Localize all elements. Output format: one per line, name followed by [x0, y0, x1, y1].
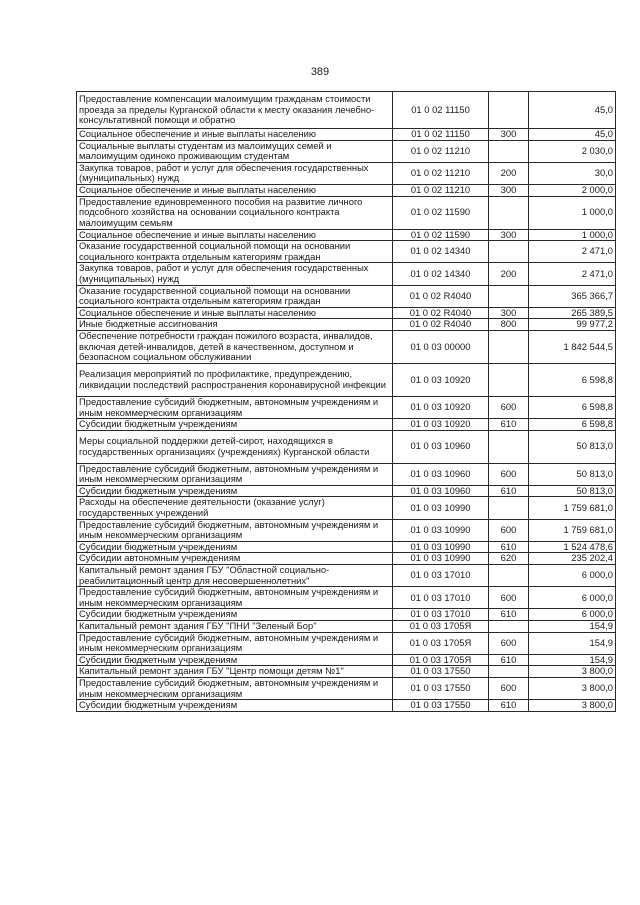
row-type-cell: 610 [489, 419, 529, 431]
row-name-cell: Предоставление субсидий бюджетным, автономным учреждениям и иным некоммерческим организациям [77, 396, 393, 418]
row-amount-cell: 6 598,8 [529, 419, 616, 431]
row-type-cell: 600 [489, 396, 529, 418]
table-row [77, 700, 616, 712]
row-type-cell: 200 [489, 263, 529, 285]
row-amount-cell: 45,0 [529, 129, 616, 141]
row-code-cell: 01 0 03 1705Я [393, 654, 489, 666]
budget-table [76, 91, 616, 712]
row-code-cell: 01 0 02 11150 [393, 129, 489, 141]
row-name-cell: Социальные выплаты студентам из малоимущих семей и малоимущим одиноко проживающим студентам [77, 140, 393, 162]
row-amount-cell: 2 000,0 [529, 184, 616, 196]
row-code-cell: 01 0 03 10920 [393, 363, 489, 396]
row-name-cell: Субсидии бюджетным учреждениям [77, 419, 393, 431]
row-amount-cell: 50 813,0 [529, 485, 616, 497]
row-code-cell: 01 0 02 11210 [393, 162, 489, 184]
row-amount-cell: 1 759 681,0 [529, 497, 616, 519]
table-row [77, 330, 616, 363]
row-name-cell: Оказание государственной социальной помощи на основании социального контракта отдельным категориям граждан [77, 285, 393, 307]
row-name-cell: Субсидии автономным учреждениям [77, 553, 393, 565]
row-type-cell [489, 330, 529, 363]
table-row [77, 396, 616, 418]
table-row [77, 319, 616, 331]
row-type-cell [489, 285, 529, 307]
row-type-cell: 600 [489, 587, 529, 609]
row-amount-cell: 154,9 [529, 632, 616, 654]
row-code-cell: 01 0 03 10920 [393, 419, 489, 431]
row-amount-cell: 365 366,7 [529, 285, 616, 307]
row-amount-cell: 6 598,8 [529, 363, 616, 396]
row-name-cell: Предоставление субсидий бюджетным, автономным учреждениям и иным некоммерческим организациям [77, 677, 393, 699]
row-type-cell: 610 [489, 654, 529, 666]
row-type-cell: 600 [489, 677, 529, 699]
row-type-cell [489, 140, 529, 162]
row-type-cell: 610 [489, 541, 529, 553]
row-name-cell: Социальное обеспечение и иные выплаты населению [77, 184, 393, 196]
row-type-cell: 600 [489, 632, 529, 654]
row-type-cell [489, 666, 529, 678]
row-amount-cell: 99 977,2 [529, 319, 616, 331]
table-row [77, 419, 616, 431]
row-type-cell [489, 621, 529, 633]
row-amount-cell: 1 759 681,0 [529, 519, 616, 541]
row-name-cell: Субсидии бюджетным учреждениям [77, 485, 393, 497]
row-code-cell: 01 0 03 00000 [393, 330, 489, 363]
row-amount-cell: 1 000,0 [529, 229, 616, 241]
row-type-cell [489, 363, 529, 396]
row-type-cell: 610 [489, 485, 529, 497]
row-amount-cell: 6 000,0 [529, 609, 616, 621]
row-name-cell: Предоставление субсидий бюджетным, автономным учреждениям и иным некоммерческим организациям [77, 632, 393, 654]
row-amount-cell: 6 000,0 [529, 587, 616, 609]
table-row [77, 92, 616, 129]
row-name-cell: Закупка товаров, работ и услуг для обеспечения государственных (муниципальных) нужд [77, 162, 393, 184]
row-amount-cell: 3 800,0 [529, 700, 616, 712]
table-row [77, 140, 616, 162]
row-type-cell: 610 [489, 700, 529, 712]
row-type-cell: 300 [489, 229, 529, 241]
row-code-cell: 01 0 03 10990 [393, 553, 489, 565]
row-amount-cell: 6 598,8 [529, 396, 616, 418]
row-name-cell: Расходы на обеспечение деятельности (оказание услуг) государственных учреждений [77, 497, 393, 519]
row-amount-cell: 6 000,0 [529, 565, 616, 587]
row-type-cell [489, 196, 529, 229]
table-row [77, 485, 616, 497]
row-name-cell: Субсидии бюджетным учреждениям [77, 700, 393, 712]
row-name-cell: Капитальный ремонт здания ГБУ "Центр помощи детям №1" [77, 666, 393, 678]
table-row [77, 666, 616, 678]
row-name-cell: Предоставление субсидий бюджетным, автономным учреждениям и иным некоммерческим организациям [77, 463, 393, 485]
row-name-cell: Капитальный ремонт здания ГБУ "ПНИ "Зеленый Бор" [77, 621, 393, 633]
row-amount-cell: 50 813,0 [529, 463, 616, 485]
row-name-cell: Закупка товаров, работ и услуг для обеспечения государственных (муниципальных) нужд [77, 263, 393, 285]
table-row [77, 263, 616, 285]
table-row [77, 129, 616, 141]
row-amount-cell: 265 389,5 [529, 307, 616, 319]
row-name-cell: Социальное обеспечение и иные выплаты населению [77, 307, 393, 319]
row-name-cell: Оказание государственной социальной помощи на основании социального контракта отдельным категориям граждан [77, 241, 393, 263]
table-row [77, 632, 616, 654]
row-code-cell: 01 0 03 17550 [393, 677, 489, 699]
row-code-cell: 01 0 03 10920 [393, 396, 489, 418]
row-code-cell: 01 0 02 R4040 [393, 307, 489, 319]
table-row [77, 541, 616, 553]
row-name-cell: Предоставление субсидий бюджетным, автономным учреждениям и иным некоммерческим организациям [77, 587, 393, 609]
table-row [77, 162, 616, 184]
table-row [77, 363, 616, 396]
row-type-cell: 200 [489, 162, 529, 184]
table-row [77, 463, 616, 485]
row-code-cell: 01 0 02 11590 [393, 196, 489, 229]
row-type-cell [489, 565, 529, 587]
page-number: 389 [310, 66, 330, 78]
row-code-cell: 01 0 02 11210 [393, 140, 489, 162]
row-amount-cell: 2 471,0 [529, 263, 616, 285]
table-row [77, 229, 616, 241]
row-code-cell: 01 0 03 10960 [393, 485, 489, 497]
row-code-cell: 01 0 02 14340 [393, 241, 489, 263]
row-name-cell: Обеспечение потребности граждан пожилого возраста, инвалидов, включая детей-инвалидов, детей в качественном, доступном и безопасном социальном обслуживании [77, 330, 393, 363]
table-row [77, 497, 616, 519]
row-amount-cell: 3 800,0 [529, 666, 616, 678]
row-code-cell: 01 0 02 14340 [393, 263, 489, 285]
table-row [77, 553, 616, 565]
row-name-cell: Меры социальной поддержки детей-сирот, находящихся в государственных организациях (учреждениях) Курганской области [77, 430, 393, 463]
row-amount-cell: 154,9 [529, 621, 616, 633]
row-name-cell: Субсидии бюджетным учреждениям [77, 654, 393, 666]
row-amount-cell: 1 000,0 [529, 196, 616, 229]
row-name-cell: Социальное обеспечение и иные выплаты населению [77, 229, 393, 241]
table-row [77, 677, 616, 699]
row-amount-cell: 30,0 [529, 162, 616, 184]
row-code-cell: 01 0 03 10960 [393, 430, 489, 463]
row-name-cell: Субсидии бюджетным учреждениям [77, 609, 393, 621]
row-type-cell: 300 [489, 129, 529, 141]
row-code-cell: 01 0 03 10990 [393, 497, 489, 519]
table-row [77, 519, 616, 541]
row-type-cell: 620 [489, 553, 529, 565]
table-row [77, 196, 616, 229]
row-code-cell: 01 0 02 11150 [393, 92, 489, 129]
row-amount-cell: 235 202,4 [529, 553, 616, 565]
row-amount-cell: 2 030,0 [529, 140, 616, 162]
table-row [77, 587, 616, 609]
row-code-cell: 01 0 02 11590 [393, 229, 489, 241]
row-name-cell: Предоставление компенсации малоимущим гражданам стоимости проезда за пределы Курганской области к месту оказания лечебно-консультативной помощи и обратно [77, 92, 393, 129]
row-amount-cell: 2 471,0 [529, 241, 616, 263]
row-name-cell: Социальное обеспечение и иные выплаты населению [77, 129, 393, 141]
table-row [77, 565, 616, 587]
row-name-cell: Предоставление единовременного пособия на развитие личного подсобного хозяйства на основании социального контракта малоимущим семьям [77, 196, 393, 229]
row-code-cell: 01 0 03 17010 [393, 587, 489, 609]
row-amount-cell: 3 800,0 [529, 677, 616, 699]
table-row [77, 285, 616, 307]
row-code-cell: 01 0 02 R4040 [393, 319, 489, 331]
table-body [77, 92, 616, 712]
row-amount-cell: 50 813,0 [529, 430, 616, 463]
table-row [77, 241, 616, 263]
table-row [77, 307, 616, 319]
row-code-cell: 01 0 02 11210 [393, 184, 489, 196]
row-amount-cell: 1 524 478,6 [529, 541, 616, 553]
row-code-cell: 01 0 03 17010 [393, 609, 489, 621]
row-code-cell: 01 0 03 1705Я [393, 632, 489, 654]
row-type-cell [489, 241, 529, 263]
row-name-cell: Предоставление субсидий бюджетным, автономным учреждениям и иным некоммерческим организациям [77, 519, 393, 541]
row-type-cell: 800 [489, 319, 529, 331]
row-code-cell: 01 0 02 R4040 [393, 285, 489, 307]
row-code-cell: 01 0 03 17550 [393, 700, 489, 712]
row-amount-cell: 154,9 [529, 654, 616, 666]
row-type-cell [489, 430, 529, 463]
row-amount-cell: 45,0 [529, 92, 616, 129]
row-code-cell: 01 0 03 1705Я [393, 621, 489, 633]
row-code-cell: 01 0 03 10990 [393, 541, 489, 553]
row-type-cell: 600 [489, 519, 529, 541]
table-row [77, 430, 616, 463]
row-code-cell: 01 0 03 17550 [393, 666, 489, 678]
row-type-cell: 610 [489, 609, 529, 621]
row-amount-cell: 1 842 544,5 [529, 330, 616, 363]
table-row [77, 184, 616, 196]
row-name-cell: Реализация мероприятий по профилактике, предупреждению, ликвидации последствий распространения коронавирусной инфекции [77, 363, 393, 396]
row-type-cell [489, 92, 529, 129]
table-row [77, 654, 616, 666]
row-name-cell: Субсидии бюджетным учреждениям [77, 541, 393, 553]
row-type-cell: 600 [489, 463, 529, 485]
row-type-cell: 300 [489, 307, 529, 319]
row-code-cell: 01 0 03 17010 [393, 565, 489, 587]
row-type-cell [489, 497, 529, 519]
row-name-cell: Капитальный ремонт здания ГБУ "Областной социально-реабилитационный центр для несовершеннолетних" [77, 565, 393, 587]
row-name-cell: Иные бюджетные ассигнования [77, 319, 393, 331]
row-code-cell: 01 0 03 10960 [393, 463, 489, 485]
row-code-cell: 01 0 03 10990 [393, 519, 489, 541]
row-type-cell: 300 [489, 184, 529, 196]
table-row [77, 621, 616, 633]
table-row [77, 609, 616, 621]
